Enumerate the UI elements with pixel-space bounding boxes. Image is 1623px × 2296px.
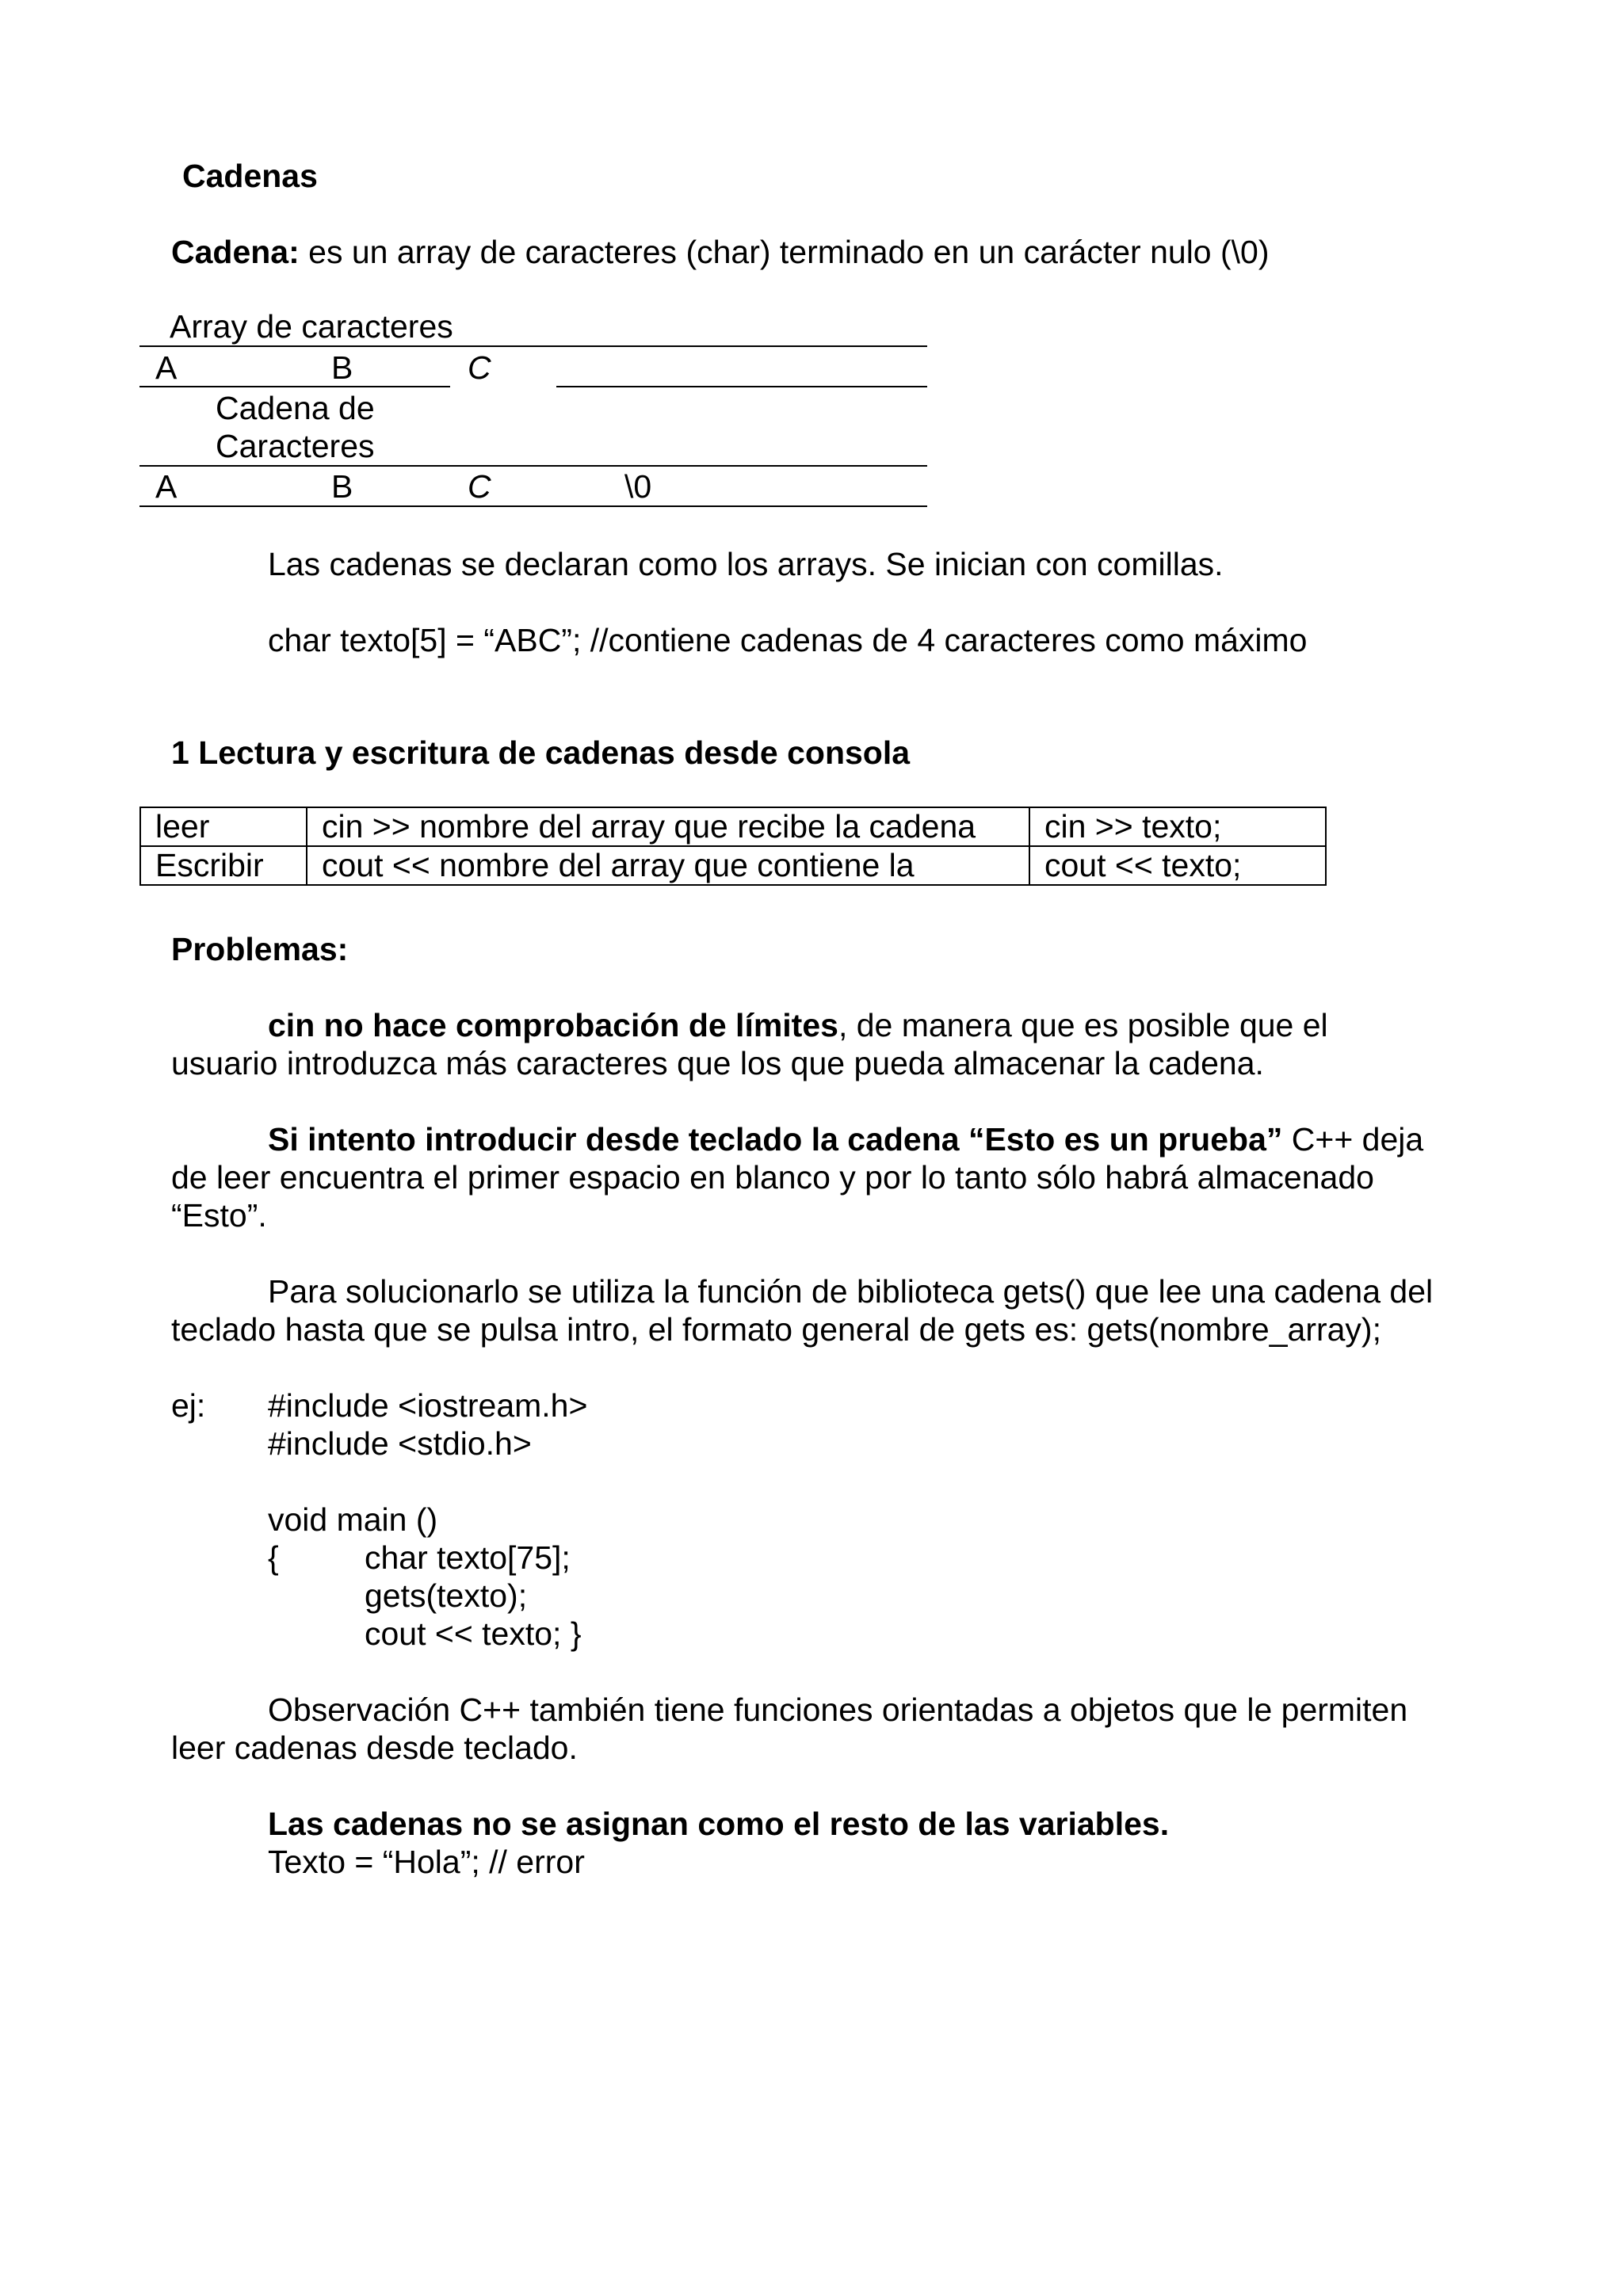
observation-text: Observación C++ también tiene funciones orientadas a objetos que le permiten	[268, 1691, 1408, 1728]
array-cell: C	[468, 349, 491, 386]
problem-text: usuario introduzca más caracteres que los que pueda almacenar la cadena.	[171, 1045, 1264, 1081]
code-brace: {	[268, 1539, 279, 1576]
string-label: Caracteres	[216, 428, 375, 464]
table-cell: leer	[140, 807, 307, 846]
problem-bold: Si intento introducir desde teclado la cadena “Esto es un prueba”	[268, 1121, 1283, 1158]
diagram-rule	[556, 386, 927, 387]
example-label: ej:	[171, 1387, 206, 1424]
problems-heading: Problemas:	[171, 931, 349, 967]
problem-text: C++ deja	[1282, 1121, 1424, 1158]
string-label: Cadena de	[216, 390, 375, 426]
problem-paragraph	[268, 1123, 1423, 1156]
table-cell: cin >> nombre del array que recibe la cadena	[307, 807, 1029, 846]
definition-term: Cadena:	[171, 234, 300, 270]
array-cell: B	[331, 349, 353, 386]
table-cell: Escribir	[140, 846, 307, 885]
declaration-example: char texto[5] = “ABC”; //contiene cadenas de 4 caracteres como máximo	[268, 622, 1308, 658]
code-line: cout << texto; }	[365, 1615, 582, 1652]
diagram-rule	[139, 345, 927, 347]
code-line: #include <iostream.h>	[268, 1387, 588, 1424]
problem-text: , de manera que es posible que el	[838, 1007, 1328, 1043]
string-cell: A	[155, 468, 178, 505]
assignment-note: Las cadenas no se asignan como el resto de las variables.	[268, 1806, 1170, 1842]
problem-text: “Esto”.	[171, 1197, 267, 1234]
problem-text: Para solucionarlo se utiliza la función de biblioteca gets() que lee una cadena del	[268, 1273, 1434, 1310]
problem-text: de leer encuentra el primer espacio en blanco y por lo tanto sólo habrá almacenado	[171, 1159, 1374, 1196]
declaration-text: Las cadenas se declaran como los arrays. Se inician con comillas.	[268, 546, 1224, 582]
problem-bold: cin no hace comprobación de límites	[268, 1007, 838, 1043]
problem-paragraph	[268, 1009, 1328, 1042]
observation-text: leer cadenas desde teclado.	[171, 1730, 578, 1766]
code-line: void main ()	[268, 1501, 438, 1538]
table-cell: cout << nombre del array que contiene la	[307, 846, 1029, 885]
problem-text: teclado hasta que se pulsa intro, el formato general de gets es: gets(nombre_array);	[171, 1311, 1381, 1348]
code-line: char texto[75];	[365, 1539, 571, 1576]
string-cell: B	[331, 468, 353, 505]
io-table	[139, 807, 1327, 886]
table-cell: cout << texto;	[1029, 846, 1326, 885]
code-line: #include <stdio.h>	[268, 1425, 532, 1462]
table-cell: cin >> texto;	[1029, 807, 1326, 846]
diagram-rule	[139, 505, 927, 507]
array-cell: A	[155, 349, 178, 386]
definition-text: es un array de caracteres (char) terminado en un carácter nulo (\0)	[299, 234, 1270, 270]
table-row	[140, 846, 1326, 885]
array-label: Array de caracteres	[170, 308, 453, 345]
code-line: gets(texto);	[365, 1577, 528, 1614]
string-cell: \0	[624, 468, 652, 505]
diagram-rule	[139, 465, 927, 467]
diagram-rule	[139, 386, 450, 387]
string-cell: C	[468, 468, 491, 505]
page-title: Cadenas	[182, 158, 318, 194]
assignment-code: Texto = “Hola”; // error	[268, 1844, 585, 1880]
section-heading: 1 Lectura y escritura de cadenas desde consola	[171, 734, 911, 771]
table-row	[140, 807, 1326, 846]
definition	[171, 236, 1270, 269]
